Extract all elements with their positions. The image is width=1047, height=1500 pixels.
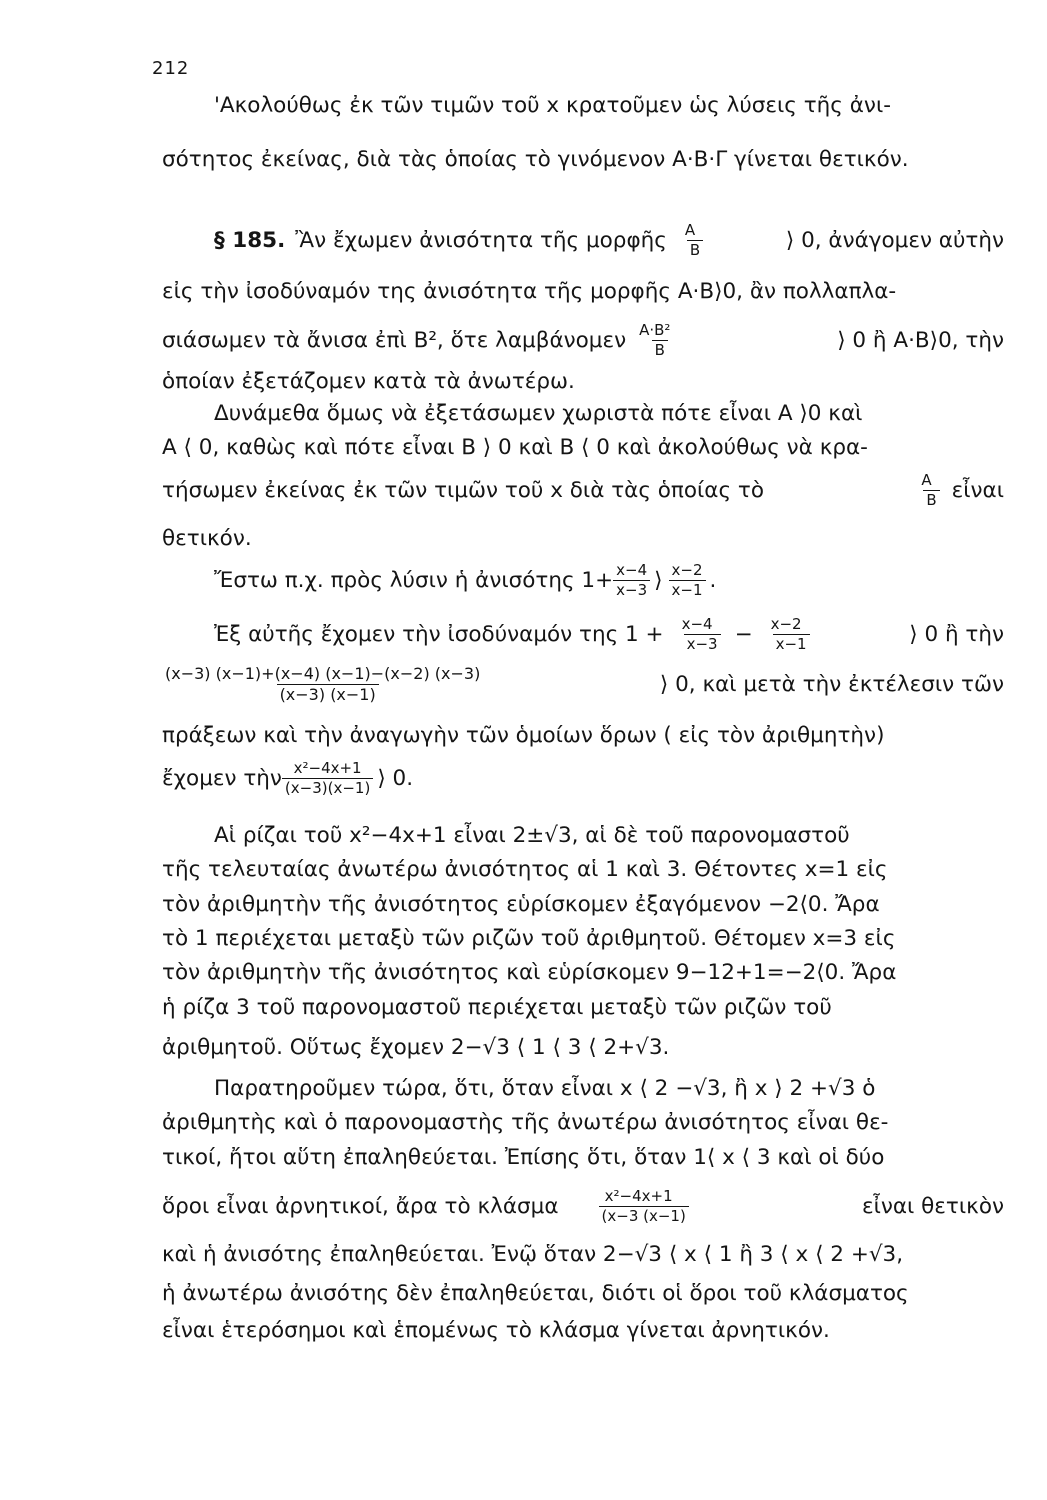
fraction-x2-x1: $\frac{x-2}{x-1}$ bbox=[669, 562, 706, 600]
result-line: ἔχομεν τὴν $\frac{\text{x²−4x+1}}{(x-3)(x-1)}$ ⟩ 0. bbox=[162, 759, 414, 798]
fraction-a-over-b: $\frac{A}{B}$ bbox=[677, 222, 703, 260]
fraction-x4-x3-2: $\frac{x-4}{x-3}$ bbox=[674, 616, 721, 654]
fraction-quadratic-2: $\frac{\text{x²−4x+1}}{(x-3 (x-1)}$ bbox=[589, 1188, 689, 1226]
equivalent-line: Ἐξ αὐτῆς ἔχομεν τὴν ἰσοδύναμόν της 1 + $\frac{x-4}{x-3}$ − $\frac{x-2}{x-1}$ ⟩ 0 ἢ τὴν bbox=[214, 615, 1004, 654]
text-line: τὸν ἀριθμητὴν τῆς ἀνισότητος καὶ εὑρίσκομεν 9−12+1=−2⟨0. Ἄρα bbox=[162, 960, 897, 985]
text-line: σιάσωμεν τὰ ἄνισα ἐπὶ Β², ὅτε λαμβάνομεν $\frac{\text{Α·Β²}}{B}$ ⟩ 0 ἢ Α·Β⟩0, τὴν bbox=[162, 321, 1004, 360]
text-line: τὸν ἀριθμητὴν τῆς ἀνισότητος εὑρίσκομεν ἐξαγόμενον −2⟨0. Ἄρα bbox=[162, 892, 880, 917]
text-line: τικοί, ἤτοι αὕτη ἐπαληθεύεται. Ἐπίσης ὅτι, ὅταν 1⟨ x ⟨ 3 καὶ οἱ δύο bbox=[162, 1145, 885, 1170]
text-line: θετικόν. bbox=[162, 526, 252, 551]
fraction-quadratic: $\frac{\text{x²−4x+1}}{(x-3)(x-1)}$ bbox=[282, 760, 373, 798]
text-line: πράξεων καὶ τὴν ἀναγωγὴν τῶν ὁμοίων ὅρων ( εἰς τὸν ἀριθμητὴν) bbox=[162, 723, 885, 748]
text-line: εἶναι ἑτερόσημοι καὶ ἑπομένως τὸ κλάσμα γίνεται ἀρνητικόν. bbox=[162, 1318, 830, 1343]
fraction-a-over-b-2: $\frac{A}{B}$ bbox=[913, 472, 939, 510]
fraction-x2-x1-2: $\frac{x-2}{x-1}$ bbox=[763, 616, 810, 654]
text-line: εἰς τὴν ἰσοδύναμόν της ἀνισότητα τῆς μορφῆς Α·Β⟩0, ἂν πολλαπλα- bbox=[162, 279, 897, 304]
fraction-x4-x3: $\frac{x-4}{x-3}$ bbox=[613, 562, 650, 600]
section-185-line: § 185. Ἂν ἔχωμεν ἀνισότητα τῆς μορφῆς $\frac{A}{B}$ ⟩ 0, ἀνάγομεν αὐτὴν bbox=[214, 221, 1004, 260]
page-number: 212 bbox=[152, 58, 190, 79]
fraction-long: $\frac{(x-3) (x-1)+(x-4) (x-1)-(x-2) (x-3)}{(x-3) (x-1)}$ bbox=[165, 664, 481, 705]
text-line: τήσωμεν ἐκείνας ἐκ τῶν τιμῶν τοῦ x διὰ τὰς ὁποίας τὸ $\frac{A}{B}$ εἶναι bbox=[162, 471, 1004, 510]
text-line: ὅροι εἶναι ἀρνητικοί, ἄρα τὸ κλάσμα $\frac{\text{x²−4x+1}}{(x-3 (x-1)}$ εἶναι θετικὸν bbox=[162, 1187, 1004, 1226]
text-line: σότητος ἐκείνας, διὰ τὰς ὁποίας τὸ γινόμενον Α·Β·Γ γίνεται θετικόν. bbox=[162, 147, 909, 172]
text-line: ἀριθμητοῦ. Οὕτως ἔχομεν 2−√3 ⟨ 1 ⟨ 3 ⟨ 2+√3. bbox=[162, 1035, 670, 1060]
section-number: § 185. bbox=[214, 227, 286, 253]
text-line: Δυνάμεθα ὅμως νὰ ἐξετάσωμεν χωριστὰ πότε εἶναι Α ⟩0 καὶ bbox=[214, 401, 863, 426]
text-line: τὸ 1 περιέχεται μεταξὺ τῶν ριζῶν τοῦ ἀριθμητοῦ. Θέτομεν x=3 εἰς bbox=[162, 926, 896, 951]
long-fraction-line: $\frac{(x-3) (x-1)+(x-4) (x-1)-(x-2) (x-3)}{(x-3) (x-1)}$ ⟩ 0, καὶ μετὰ τὴν ἐκτέλεσιν τῶν bbox=[162, 665, 1004, 705]
example-line: Ἔστω π.χ. πρὸς λύσιν ἡ ἀνισότης 1+ $\frac{x-4}{x-3}$ ⟩ $\frac{x-2}{x-1}$ . bbox=[214, 561, 717, 600]
text-line: ἡ ἀνωτέρω ἀνισότης δὲν ἐπαληθεύεται, διότι οἱ ὅροι τοῦ κλάσματος bbox=[162, 1281, 909, 1306]
text-line: Α ⟨ 0, καθὼς καὶ πότε εἶναι Β ⟩ 0 καὶ Β ⟨ 0 καὶ ἀκολούθως νὰ κρα- bbox=[162, 435, 868, 460]
text-line: ἀριθμητὴς καὶ ὁ παρονομαστὴς τῆς ἀνωτέρω ἀνισότητος εἶναι θε- bbox=[162, 1110, 889, 1135]
text-line: ὁποίαν ἐξετάζομεν κατὰ τὰ ἀνωτέρω. bbox=[162, 369, 575, 394]
text-line: Αἱ ρίζαι τοῦ x²−4x+1 εἶναι 2±√3, αἱ δὲ τοῦ παρονομαστοῦ bbox=[214, 823, 850, 848]
text-line: καὶ ἡ ἀνισότης ἐπαληθεύεται. Ἐνῷ ὅταν 2−√3 ⟨ x ⟨ 1 ἢ 3 ⟨ x ⟨ 2 +√3, bbox=[162, 1242, 904, 1267]
fraction-ab2-over-b: $\frac{\text{Α·Β²}}{B}$ bbox=[639, 321, 671, 360]
text-line: 'Ακολούθως ἐκ τῶν τιμῶν τοῦ x κρατοῦμεν ὡς λύσεις τῆς ἀνι- bbox=[214, 93, 891, 118]
text-line: τῆς τελευταίας ἀνωτέρω ἀνισότητος αἱ 1 καὶ 3. Θέτοντες x=1 εἰς bbox=[162, 857, 888, 882]
text-line: Παρατηροῦμεν τώρα, ὅτι, ὅταν εἶναι x ⟨ 2 −√3, ἢ x ⟩ 2 +√3 ὁ bbox=[214, 1076, 876, 1101]
text-line: ἡ ρίζα 3 τοῦ παρονομαστοῦ περιέχεται μεταξὺ τῶν ριζῶν τοῦ bbox=[162, 995, 832, 1020]
